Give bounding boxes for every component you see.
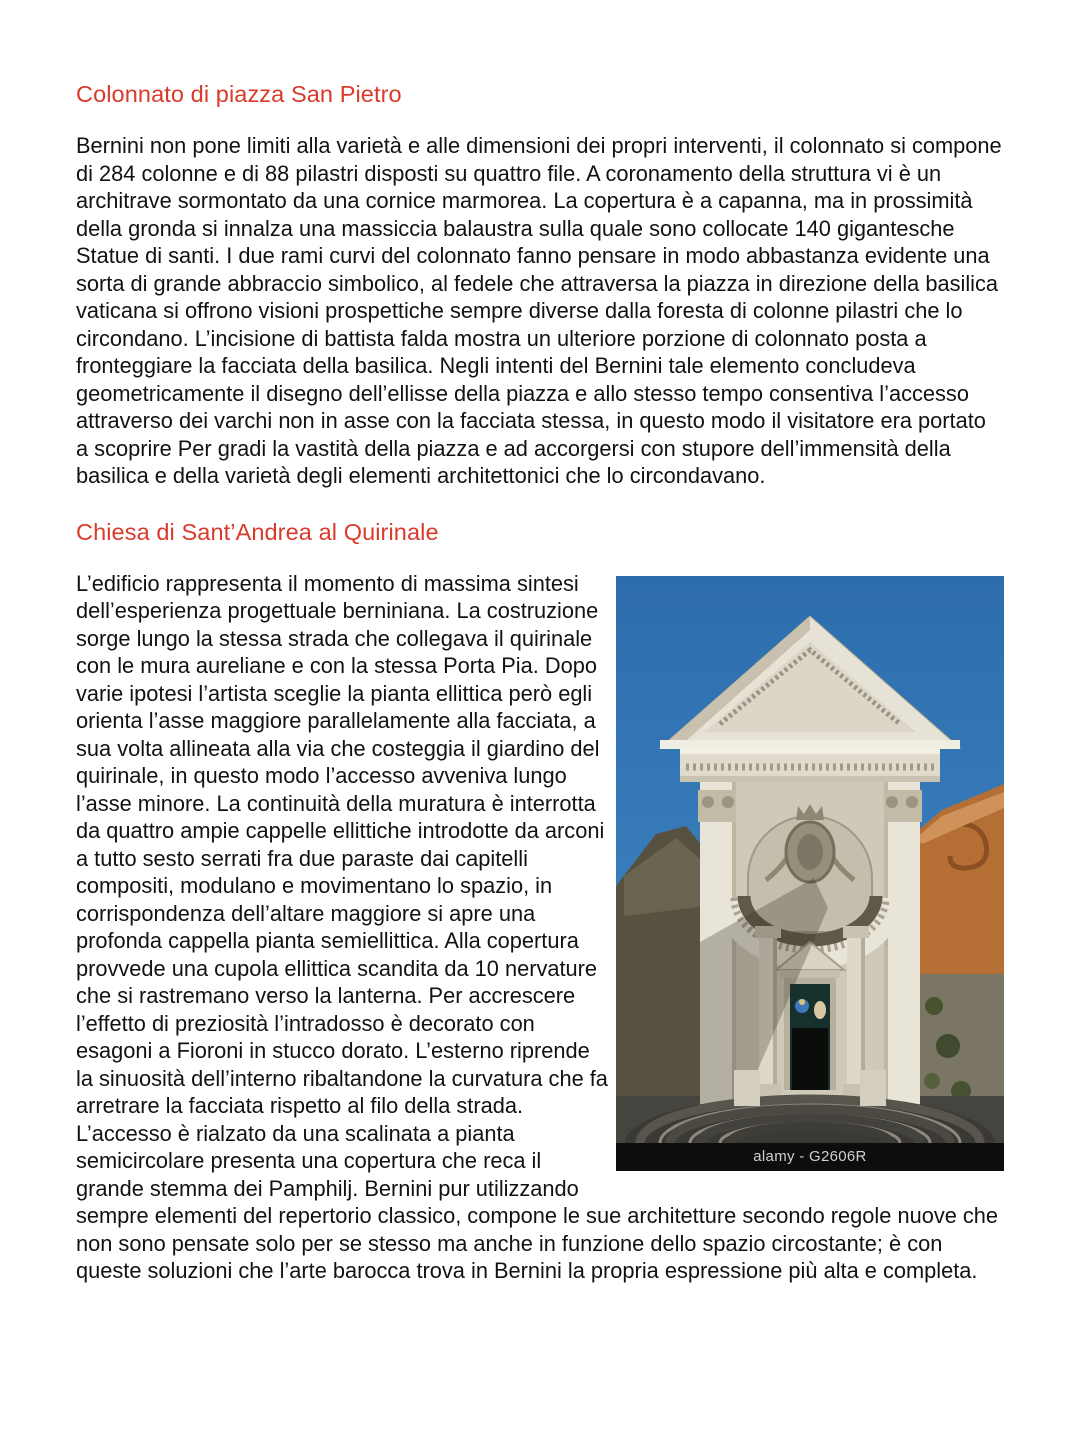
church-facade-photo: [616, 576, 1004, 1171]
paragraph-sant-andrea: L’edificio rappresenta il momento di massima sintesi dell’esperienza progettuale berniniana. La costruzione sorge lungo la stessa strada che collegava il quirinale con le mura aureliane e con la stessa Porta Pia. Dopo varie ipotesi l’artista sceglie la pianta ellittica però egli orienta l’asse maggiore parallelamente alla facciata, a sua volta allineata alla via che costeggia il giardino del quirinale, in questo modo l’accesso avveniva lungo l’asse minore. La continuità della muratura è interrotta da quattro ampie cappelle ellittiche introdotte da arconi a tutto sesto serrati fra due paraste dai capitelli compositi, modulano e movimentano lo spazio, in corrispondenza dell’altare maggiore si apre una profonda cappella pianta semiellittica. Alla copertura provvede una cupola ellittica scandita da 10 nervature che si rastremano verso la lanterna. Per accrescere l’effetto di preziosità l’intradosso è decorato con esagoni a Fioroni in stucco dorato. L’esterno riprende la sinuosità dell’interno ribaltandone la curvatura che fa arretrare la facciata rispetto al filo della strada. L’accesso è rialzato da una scalinata a pianta semicircolare presenta una copertura che reca il grande stemma dei Pamphilj. Bernini pur utilizzando sempre elementi del repertorio classico, compone le sue architetture secondo regole nuove che non sono pensate solo per se stesso ma anche in funzione dello spazio circostante; è con queste soluzioni che l’arte barocca trova in Bernini la propria espressione più alta e completa.: [76, 570, 999, 1283]
section-heading-colonnato: Colonnato di piazza San Pietro: [76, 81, 402, 107]
church-facade-illustration: [616, 576, 1004, 1143]
paragraph-colonnato: Bernini non pone limiti alla varietà e alle dimensioni dei propri interventi, il colonnato si compone di 284 colonne e di 88 pilastri disposti su quattro file. A coronamento della struttura vi è un architrave sormontato da una cornice marmorea. La copertura è a capanna, ma in prossimità della gronda si innalza una massiccia balaustra sulla quale sono collocate 140 gigantesche Statue di santi. I due rami curvi del colonnato fanno pensare in modo abbastanza evidente una sorta di grande abbraccio simbolico, al fedele che attraversa la piazza in direzione della basilica vaticana si offrono visioni prospettiche sempre diverse dalla foresta di colonne pilastri che lo circondano. L’incisione di battista falda mostra un ulteriore porzione di colonnato posta a fronteggiare la facciata della basilica. Negli intenti del Bernini tale elemento concludeva geometricamente il disegno dell’ellisse della piazza e allo stesso tempo consentiva l’accesso attraverso dei varchi non in asse con la facciata stessa, in questo modo il visitatore era portato a scoprire Per gradi la vastità della piazza e ad accorgersi con stupore dell’immensità della basilica e della varietà degli elementi architettonici che lo circondavano.: [76, 133, 1002, 488]
photo-watermark-text: alamy - G2606R: [753, 1148, 867, 1165]
photo-watermark-bar: [616, 1143, 1004, 1171]
section-heading-sant-andrea: Chiesa di Sant’Andrea al Quirinale: [76, 518, 439, 545]
section-body-sant-andrea: [76, 570, 1004, 1285]
